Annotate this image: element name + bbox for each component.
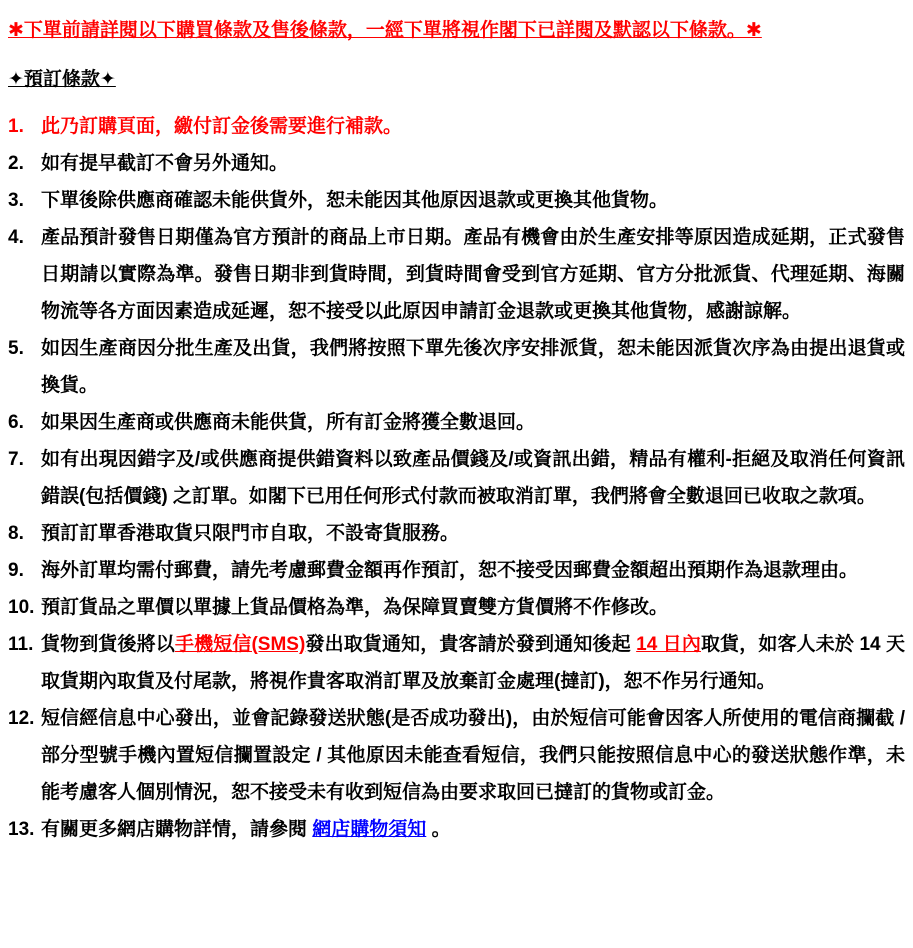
term-number: 3. [8,190,24,211]
term-item [8,700,905,811]
term-text-segment: 有關更多網店購物詳情，請參閱 [41,819,313,840]
term-item [8,589,905,626]
term-number: 6. [8,412,24,433]
term-number: 4. [8,227,24,248]
term-text-segment: 取貨，如客人未於 14 天取貨期內取貨及付尾款，將視作貴客取消訂單及放棄訂金處理(撻訂)，恕不作另行通知。 [41,634,905,692]
term-text [41,515,905,552]
term-text [41,552,905,589]
term-text [41,626,905,700]
term-text-segment: 。 [426,819,451,840]
terms-list [8,108,905,848]
term-text-segment: 如有出現因錯字及/或供應商提供錯資料以致產品價錢及/或資訊出錯，精品有權利-拒絕及取消任何資訊錯誤(包括價錢) 之訂單。如閣下已用任何形式付款而被取消訂單，我們將會全數退回已收取之款項。 [41,449,905,507]
term-text-segment: 預訂訂單香港取貨只限門市自取，不設寄貨服務。 [41,523,460,544]
term-text-segment: 如有提早截訂不會另外通知。 [41,153,289,174]
term-text [41,182,905,219]
section-title-preorder-terms: ✦預訂條款✦ [8,69,116,90]
term-text [41,108,905,145]
store-shopping-notice-link[interactable]: 網店購物須知 [312,819,427,840]
term-item [8,108,905,145]
term-number: 12. [8,708,35,729]
term-number: 1. [8,116,24,137]
term-number: 5. [8,338,24,359]
term-text [41,404,905,441]
term-text [41,441,905,515]
term-text-segment: 預訂貨品之單價以單據上貨品價格為準，為保障買賣雙方貨價將不作修改。 [41,597,669,618]
term-item [8,404,905,441]
term-text [41,330,905,404]
preorder-warning-header: ✱下單前請詳閱以下購買條款及售後條款，一經下單將視作閣下已詳閱及默認以下條款。✱ [8,20,762,41]
term-text-segment: 產品預計發售日期僅為官方預計的商品上市日期。產品有機會由於生產安排等原因造成延期，正式發售日期請以實際為準。發售日期非到貨時間，到貨時間會受到官方延期、官方分批派貨、代理延期、海關物流等各方面因素造成延遲，恕不接受以此原因申請訂金退款或更換其他貨物，感謝諒解。 [41,227,905,322]
term-item [8,219,905,330]
term-text-segment: 發出取貨通知，貴客請於發到通知後起 [305,634,637,655]
term-number: 11. [8,634,34,655]
term-text [41,145,905,182]
term-item [8,626,905,700]
term-text-segment: 手機短信(SMS) [174,634,306,655]
term-item [8,552,905,589]
term-number: 2. [8,153,24,174]
term-text [41,700,905,811]
term-number: 7. [8,449,24,470]
term-text-segment: 如果因生產商或供應商未能供貨，所有訂金將獲全數退回。 [41,412,536,433]
term-text-segment: 如因生產商因分批生產及出貨，我們將按照下單先後次序安排派貨，恕未能因派貨次序為由提出退貨或換貨。 [41,338,905,396]
term-item [8,811,905,848]
term-text-segment: 14 日內 [636,634,701,655]
term-number: 9. [8,560,24,581]
term-text [41,589,905,626]
term-number: 8. [8,523,24,544]
term-number: 13. [8,819,35,840]
term-number: 10. [8,597,35,618]
term-text-segment: 短信經信息中心發出，並會記錄發送狀態(是否成功發出)，由於短信可能會因客人所使用的電信商攔截 / 部分型號手機內置短信攔置設定 / 其他原因未能查看短信，我們只能按照信息中心的發送狀態作準，未能考慮客人個別情況，恕不接受未有收到短信為由要求取回已撻訂的貨物或訂金。 [41,708,905,803]
term-item [8,441,905,515]
term-text-segment: 貨物到貨後將以 [41,634,175,655]
term-text [41,811,905,848]
term-text-segment: 海外訂單均需付郵費，請先考慮郵費金額再作預訂，恕不接受因郵費金額超出預期作為退款理由。 [41,560,859,581]
term-item [8,330,905,404]
term-item [8,182,905,219]
term-item [8,145,905,182]
term-text-segment: 下單後除供應商確認未能供貨外，恕未能因其他原因退款或更換其他貨物。 [41,190,669,211]
term-text [41,219,905,330]
term-item [8,515,905,552]
term-text-segment: 此乃訂購頁面，繳付訂金後需要進行補款。 [41,116,403,137]
